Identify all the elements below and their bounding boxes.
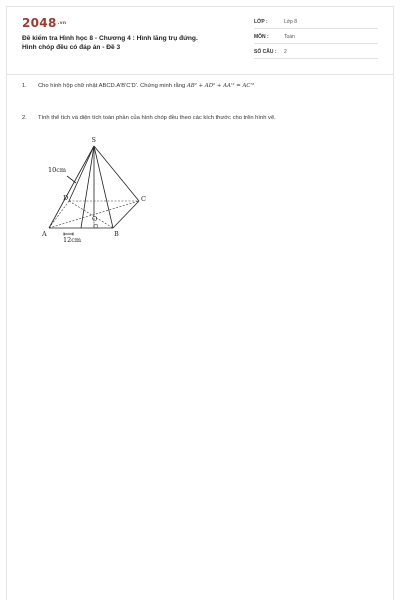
- label-o: O: [92, 215, 98, 223]
- question-1-text: [38, 83, 254, 89]
- meta-count-row: [254, 47, 378, 59]
- meta-class-row: [254, 17, 378, 29]
- meta-subject-row: [254, 32, 378, 44]
- pyramid-figure: [35, 128, 155, 246]
- label-d: D: [63, 194, 69, 202]
- title-line-2: Hình chóp đều có đáp án - Đề 3: [22, 44, 121, 51]
- meta-count-value: 2: [284, 49, 287, 55]
- label-b: B: [114, 230, 119, 238]
- edge-sd: [69, 146, 94, 201]
- meta-class-value: Lớp 8: [284, 19, 298, 25]
- edge-da: [49, 201, 69, 228]
- page-title: [22, 34, 252, 52]
- question-1-statement: Cho hình hộp chữ nhật ABCD.A'B'C'D'. Chứng minh rằng: [38, 83, 186, 89]
- meta-class-label: LỚP :: [254, 19, 268, 25]
- question-2-number: 2.: [22, 115, 27, 121]
- edge-length-pointer: [67, 176, 76, 183]
- meta-count-label: SỐ CÂU :: [254, 49, 277, 55]
- label-a: A: [42, 230, 47, 238]
- label-c: C: [141, 195, 146, 203]
- edge-bc: [113, 201, 139, 228]
- meta-subject-value: Toán: [284, 34, 295, 40]
- logo-suffix: .vn: [57, 21, 67, 26]
- logo-text: 2048: [22, 16, 57, 30]
- worksheet: [6, 6, 394, 600]
- question-2-text: Tính thể tích và diện tích toàn phần của hình chóp đều theo các kích thước cho trên hình vẽ.: [38, 115, 276, 121]
- label-s: S: [91, 136, 96, 144]
- right-angle-mark: [94, 225, 97, 229]
- label-base-length: 12cm: [63, 236, 82, 244]
- header: [7, 7, 393, 69]
- header-divider: [7, 74, 393, 75]
- diag-db: [69, 201, 113, 228]
- site-logo[interactable]: [22, 16, 66, 30]
- question-1-formula: AB² + AD² + AA'² = AC'²: [186, 83, 255, 89]
- label-edge-length: 10cm: [48, 166, 67, 174]
- question-1-number: 1.: [22, 83, 27, 89]
- title-line-1: Đề kiểm tra Hình học 8 - Chương 4 : Hình lăng trụ đứng.: [22, 35, 198, 42]
- meta-subject-label: MÔN :: [254, 34, 269, 40]
